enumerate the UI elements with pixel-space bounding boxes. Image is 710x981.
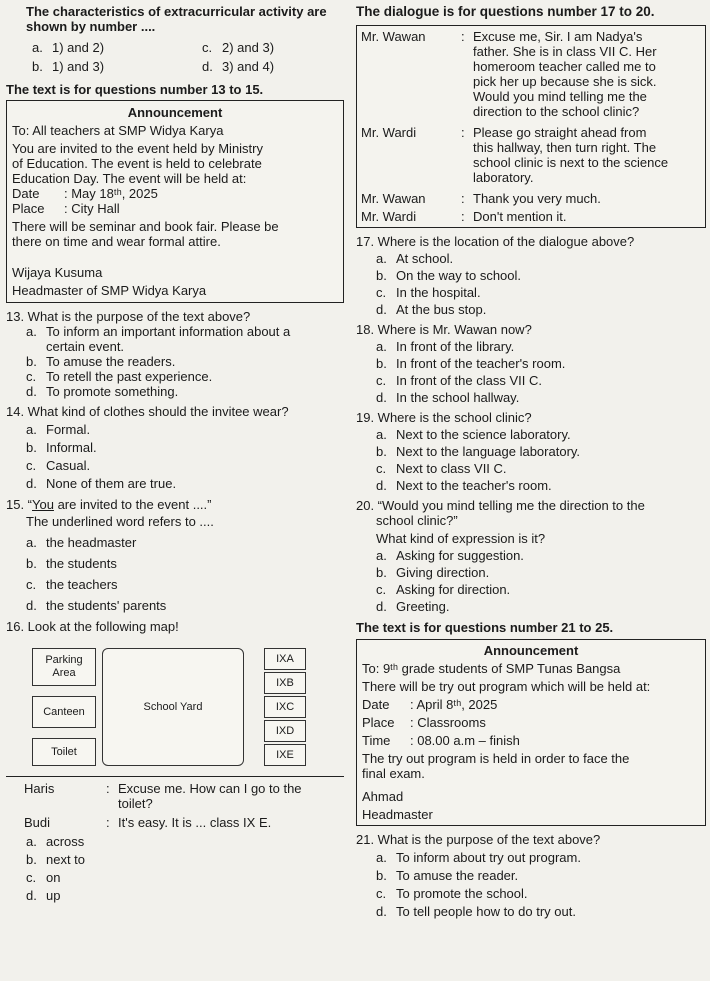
announcement2-box — [356, 639, 706, 826]
q15-option-a[interactable]: a. the headmaster — [26, 535, 137, 550]
section-heading-17-20: The dialogue is for questions number 17 to 20. — [356, 4, 655, 19]
q13-option-b[interactable]: b. To amuse the readers. — [26, 354, 176, 369]
map-room-ixe: IXE — [264, 744, 306, 766]
announcement2-to: To: 9ᵗʰ grade students of SMP Tunas Bangsa — [362, 661, 621, 676]
school-map — [24, 640, 344, 770]
right-column — [356, 4, 706, 919]
q18-option-d[interactable]: d. In the school hallway. — [376, 390, 520, 405]
place-value: : City Hall — [64, 201, 120, 216]
q19-option-c[interactable]: c. Next to class VII C. — [376, 461, 507, 476]
q12-stem-line2: shown by number .... — [26, 19, 156, 34]
q16-option-b[interactable]: b. next to — [26, 852, 86, 867]
map-school-yard: School Yard — [102, 648, 244, 766]
announcement2-body-2: The try out program is held in order to face the — [362, 751, 630, 766]
q16-stem: 16. Look at the following map! — [6, 619, 179, 634]
q19-option-d[interactable]: d. Next to the teacher's room. — [376, 478, 552, 493]
map-room-ixc: IXC — [264, 696, 306, 718]
q17-option-c[interactable]: c. In the hospital. — [376, 285, 481, 300]
map-divider — [6, 776, 344, 777]
q18-stem: 18. Where is Mr. Wawan now? — [356, 322, 532, 337]
q14-stem: 14. What kind of clothes should the invitee wear? — [6, 404, 289, 419]
q19-stem: 19. Where is the school clinic? — [356, 410, 532, 425]
underlined-word: You — [32, 497, 54, 512]
q12-option-a-letter: a. — [32, 40, 43, 55]
dialogue-line-wawan-1: Mr. Wawan : Excuse me, Sir. I am Nadya's father. She is in class VII C. Her homeroom teacher called me to pick her up because she is sick. Would you mind telling me the direction to the school clinic? — [361, 29, 657, 119]
q20-stem-2: school clinic?” — [376, 513, 458, 528]
q20-option-c[interactable]: c. Asking for direction. — [376, 582, 511, 597]
q17-stem: 17. Where is the location of the dialogue above? — [356, 234, 635, 249]
map-dialog-haris: Haris : Excuse me. How can I go to the — [24, 781, 302, 796]
q15-option-b[interactable]: b. the students — [26, 556, 117, 571]
announcement2-place: Place : Classrooms — [362, 715, 486, 730]
announcement2-signer: Ahmad — [362, 789, 404, 804]
map-canteen: Canteen — [32, 696, 96, 728]
q12-option-b-letter: b. — [32, 59, 43, 74]
map-toilet: Toilet — [32, 738, 96, 766]
dialogue-line-wardi-1: Mr. Wardi : Please go straight ahead from this hallway, then turn right. The school clinic is next to the science laboratory. — [361, 125, 669, 185]
q15-option-c[interactable]: c. the teachers — [26, 577, 118, 592]
section-heading-13-15: The text is for questions number 13 to 15. — [6, 82, 264, 97]
map-room-ixa: IXA — [264, 648, 306, 670]
announcement2-signer-title: Headmaster — [362, 807, 433, 822]
q14-option-b[interactable]: b. Informal. — [26, 440, 97, 455]
q19-option-b[interactable]: b. Next to the language laboratory. — [376, 444, 581, 459]
q12-options — [32, 40, 344, 74]
q15-option-d[interactable]: d. the students' parents — [26, 598, 167, 613]
q13-option-a-cont: certain event. — [46, 339, 125, 354]
section-heading-21-25: The text is for questions number 21 to 25. — [356, 620, 614, 635]
announcement-body-1: You are invited to the event held by Ministry — [12, 141, 263, 156]
announcement2-title: Announcement — [483, 643, 579, 658]
q12-option-a[interactable]: 1) and 2) — [52, 40, 105, 55]
q16-option-c[interactable]: c. on — [26, 870, 61, 885]
announcement-body-3: Education Day. The event will be held at: — [12, 171, 247, 186]
announcement-signer: Wijaya Kusuma — [12, 265, 103, 280]
q18-option-a[interactable]: a. In front of the library. — [376, 339, 515, 354]
left-column — [6, 4, 344, 903]
announcement2-body-1: There will be try out program which will be held at: — [362, 679, 651, 694]
q12-option-d[interactable]: 3) and 4) — [222, 59, 275, 74]
q20-option-d[interactable]: d. Greeting. — [376, 599, 450, 614]
q21-option-b[interactable]: b. To amuse the reader. — [376, 868, 519, 883]
q12-stem-line1: The characteristics of extracurricular activity are — [26, 4, 327, 19]
announcement2-time: Time : 08.00 a.m – finish — [362, 733, 520, 748]
map-dialog-budi: Budi : It's easy. It is ... class IX E. — [24, 815, 272, 830]
map-dialog-haris-cont: toilet? — [118, 796, 153, 811]
announcement-date — [12, 186, 338, 201]
place-label: Place — [12, 201, 45, 216]
date-label: Date — [12, 186, 40, 201]
q12-option-d-letter: d. — [202, 59, 213, 74]
q16-option-a[interactable]: a. across — [26, 834, 85, 849]
map-room-ixd: IXD — [264, 720, 306, 742]
q17-option-d[interactable]: d. At the bus stop. — [376, 302, 487, 317]
q14-option-d[interactable]: d. None of them are true. — [26, 476, 177, 491]
q21-stem: 21. What is the purpose of the text above? — [356, 832, 601, 847]
q21-option-d[interactable]: d. To tell people how to do try out. — [376, 904, 576, 919]
announcement-signer-title: Headmaster of SMP Widya Karya — [12, 283, 207, 298]
q18-option-b[interactable]: b. In front of the teacher's room. — [376, 356, 566, 371]
q21-option-a[interactable]: a. To inform about try out program. — [376, 850, 581, 865]
q16-option-d[interactable]: d. up — [26, 888, 61, 903]
q13-option-a[interactable]: a. To inform an important information about a — [26, 324, 291, 339]
q12-option-c-letter: c. — [202, 40, 213, 55]
announcement-box — [6, 100, 344, 303]
announcement-to: To: All teachers at SMP Widya Karya — [12, 123, 224, 138]
dialogue-line-wawan-2: Mr. Wawan : Thank you very much. — [361, 191, 601, 206]
q14-option-a[interactable]: a. Formal. — [26, 422, 91, 437]
q20-option-a[interactable]: a. Asking for suggestion. — [376, 548, 524, 563]
q19-option-a[interactable]: a. Next to the science laboratory. — [376, 427, 571, 442]
dialogue-line-wardi-2: Mr. Wardi : Don't mention it. — [361, 209, 567, 224]
dialogue-box — [356, 25, 706, 228]
q20-option-b[interactable]: b. Giving direction. — [376, 565, 490, 580]
q13-stem: 13. What is the purpose of the text above? — [6, 309, 251, 324]
q13-option-d[interactable]: d. To promote something. — [26, 384, 179, 399]
announcement-place — [12, 201, 338, 216]
date-value: : May 18ᵗʰ, 2025 — [64, 186, 158, 201]
q15-stem: 15. “You are invited to the event ....” — [6, 497, 212, 512]
q12-option-c[interactable]: 2) and 3) — [222, 40, 275, 55]
q17-option-b[interactable]: b. On the way to school. — [376, 268, 522, 283]
announcement-body-2: of Education. The event is held to celebrate — [12, 156, 262, 171]
q20-stem-1: 20. “Would you mind telling me the direction to the — [356, 498, 645, 513]
q20-stem-3: What kind of expression is it? — [376, 531, 546, 546]
map-room-ixb: IXB — [264, 672, 306, 694]
announcement-note-1: There will be seminar and book fair. Please be — [12, 219, 279, 234]
announcement2-body-3: final exam. — [362, 766, 425, 781]
q17-option-a[interactable]: a. At school. — [376, 251, 454, 266]
q12-option-b[interactable]: 1) and 3) — [52, 59, 105, 74]
announcement-title: Announcement — [127, 105, 223, 120]
map-parking-area: Parking Area — [32, 648, 96, 686]
q13-option-c[interactable]: c. To retell the past experience. — [26, 369, 213, 384]
q18-option-c[interactable]: c. In front of the class VII C. — [376, 373, 542, 388]
q14-option-c[interactable]: c. Casual. — [26, 458, 91, 473]
announcement-note-2: there on time and wear formal attire. — [12, 234, 221, 249]
q15-stem-2: The underlined word refers to .... — [26, 514, 214, 529]
q21-option-c[interactable]: c. To promote the school. — [376, 886, 528, 901]
announcement2-date: Date : April 8ᵗʰ, 2025 — [362, 697, 498, 712]
